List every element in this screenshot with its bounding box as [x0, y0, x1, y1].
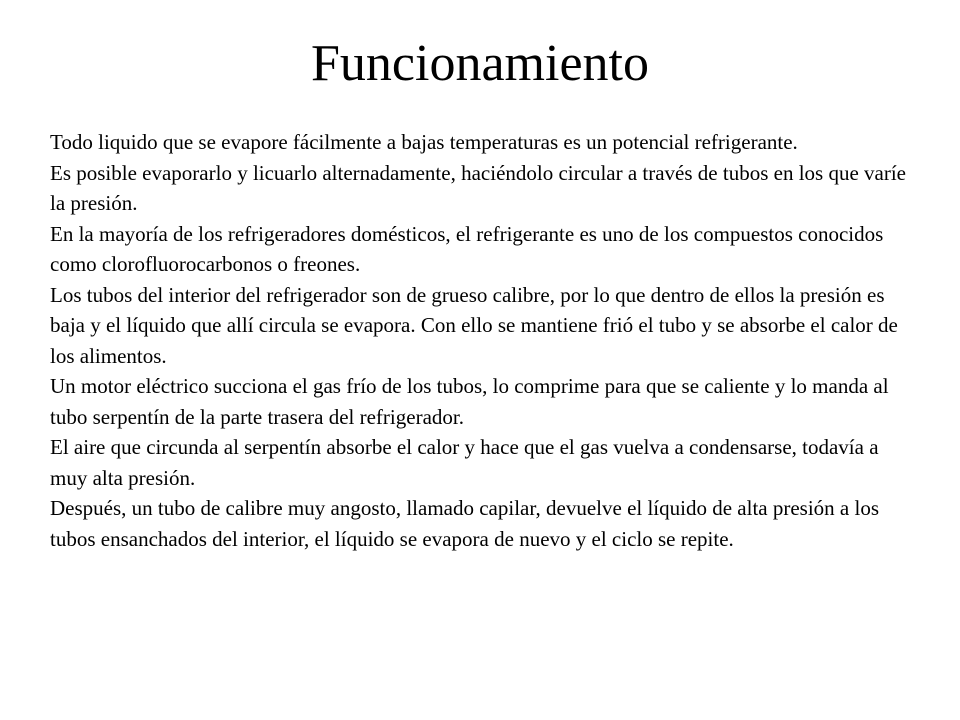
paragraph-1: Todo liquido que se evapore fácilmente a bajas temperaturas es un potencial refrigerante. [50, 130, 798, 154]
slide-title: Funcionamiento [311, 35, 649, 92]
slide-body [50, 127, 910, 554]
paragraph-3: En la mayoría de los refrigeradores domésticos, el refrigerante es uno de los compuestos conocidos como clorofluorocarbonos o freones. [50, 221, 884, 276]
paragraph-4: Los tubos del interior del refrigerador son de grueso calibre, por lo que dentro de ellos la presión es baja y el líquido que allí circula se evapora. Con ello se mantiene frió el tubo y se absorbe el calor de los alimentos. [50, 282, 898, 368]
paragraph-7: Después, un tubo de calibre muy angosto, llamado capilar, devuelve el líquido de alta presión a los tubos ensanchados del interior, el líquido se evapora de nuevo y el ciclo se repite. [50, 496, 880, 551]
paragraph-5: Un motor eléctrico succiona el gas frío de los tubos, lo comprime para que se caliente y lo manda al tubo serpentín de la parte trasera del refrigerador. [50, 374, 889, 429]
paragraph-6: El aire que circunda al serpentín absorbe el calor y hace que el gas vuelva a condensarse, todavía a muy alta presión. [50, 435, 879, 490]
paragraph-2: Es posible evaporarlo y licuarlo alternadamente, haciéndolo circular a través de tubos en los que varíe la presión. [50, 160, 906, 215]
